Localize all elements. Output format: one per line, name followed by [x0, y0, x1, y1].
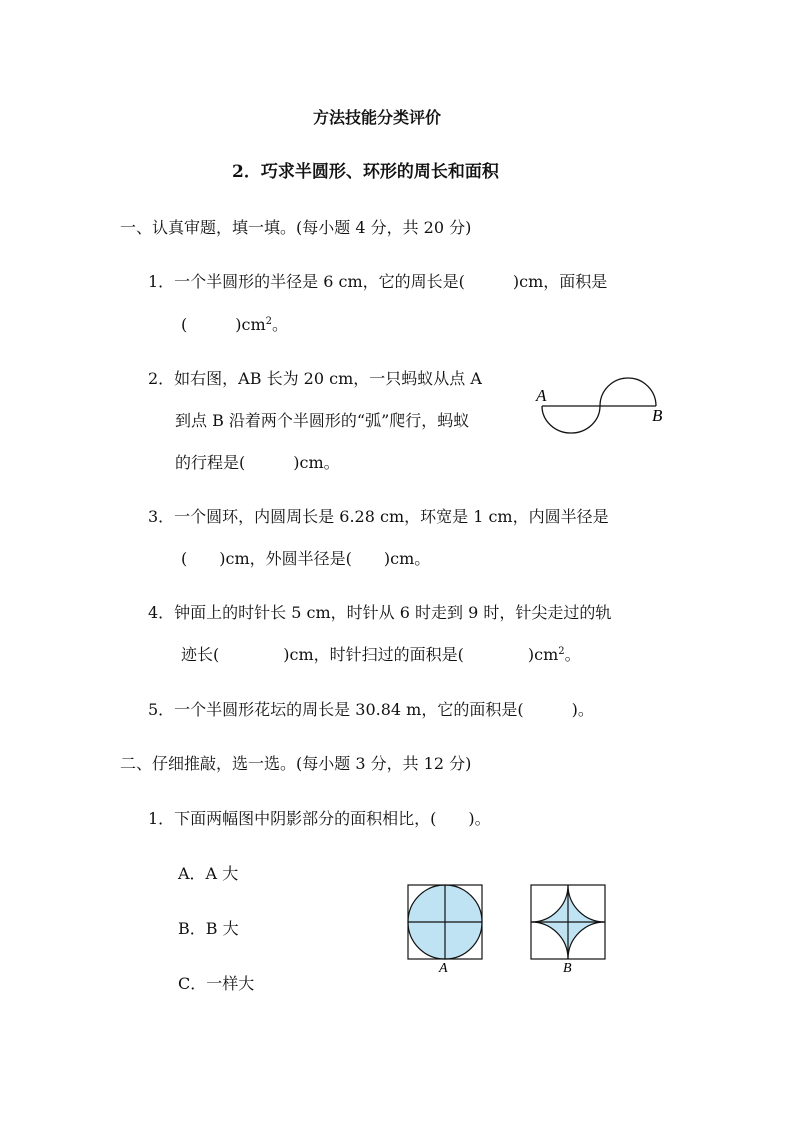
q1-line1: 1．一个半圆形的半径是 6 cm，它的周长是( )cm，面积是 — [148, 272, 608, 291]
q2-line1: 2．如右图，AB 长为 20 cm，一只蚂蚁从点 A — [148, 369, 482, 388]
q2-line2: 到点 B 沿着两个半圆形的“弧”爬行，蚂蚁 — [175, 411, 470, 430]
point-a-label: A — [536, 386, 547, 405]
category-title: 方法技能分类评价 — [313, 108, 442, 127]
q1-line2: ( )$cm^2$。 — [181, 315, 289, 334]
semicircle-path-figure — [530, 372, 670, 438]
point-b-label: B — [652, 406, 663, 425]
section2-heading: 二、仔细推敲，选一选。(每小题 3 分，共 12 分) — [120, 754, 472, 773]
option-a[interactable]: A．A 大 — [178, 864, 239, 883]
option-b[interactable]: B．B 大 — [178, 919, 239, 938]
q2-line3: 的行程是( )cm。 — [175, 453, 340, 472]
section1-heading: 一、认真审题，填一填。(每小题 4 分，共 20 分) — [120, 218, 472, 237]
q5-line1: 5．一个半圆形花坛的周长是 30.84 m，它的面积是( )。 — [148, 700, 594, 719]
q4-line1: 4．钟面上的时针长 5 cm，时针从 6 时走到 9 时，针尖走过的轨 — [148, 603, 612, 622]
q3-line2: ( )cm，外圆半径是( )cm。 — [181, 549, 431, 568]
choice-q1-stem: 1．下面两幅图中阴影部分的面积相比，( )。 — [148, 809, 491, 828]
figure-b-label: B — [563, 961, 572, 974]
q4-line2: 迹长( )cm，时针扫过的面积是( )$cm^2$。 — [181, 645, 581, 664]
q3-line1: 3．一个圆环，内圆周长是 6.28 cm，环宽是 1 cm，内圆半径是 — [148, 507, 609, 526]
page-title: 2．巧求半圆形、环形的周长和面积 — [232, 162, 499, 182]
figure-a-label: A — [439, 961, 448, 974]
option-c[interactable]: C．一样大 — [178, 974, 255, 993]
figure-a-pinwheel — [405, 882, 487, 974]
figure-b-star — [528, 882, 610, 974]
